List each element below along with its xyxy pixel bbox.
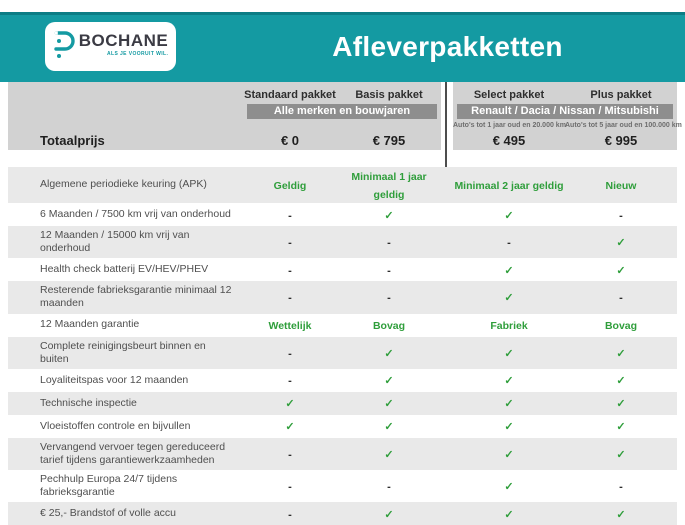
column-header-select: Select pakket — [473, 89, 545, 101]
check-icon: ✓ — [504, 347, 514, 360]
table-row — [8, 314, 677, 337]
check-icon: ✓ — [616, 347, 626, 360]
check-icon: ✓ — [616, 421, 626, 434]
check-icon: ✓ — [504, 375, 514, 388]
check-icon: ✓ — [384, 398, 394, 411]
table-cell — [565, 176, 677, 194]
check-icon: ✓ — [504, 264, 514, 277]
row-label: 12 Maanden / 15000 km vrij van onderhoud — [40, 229, 190, 255]
check-icon: ✓ — [616, 398, 626, 411]
table-cell — [243, 288, 337, 306]
table-row — [8, 226, 677, 258]
table-row — [8, 369, 677, 392]
total-price-plus: € 995 — [604, 133, 638, 148]
table-cell — [337, 206, 441, 224]
dash-icon: - — [619, 209, 623, 222]
check-icon: ✓ — [504, 481, 514, 494]
table-cell — [337, 167, 441, 203]
row-label: Algemene periodieke keuring (APK) — [40, 178, 207, 191]
table-cell — [337, 288, 441, 306]
cell-value: Nieuw — [605, 180, 637, 192]
column-header-plus: Plus pakket — [590, 89, 652, 101]
table-cell — [243, 316, 337, 334]
column-header-basis: Basis pakket — [355, 89, 423, 101]
check-icon: ✓ — [616, 264, 626, 277]
table-cell — [243, 176, 337, 194]
table-cell — [453, 261, 565, 279]
dash-icon: - — [288, 347, 292, 360]
cell-value: Geldig — [273, 180, 307, 192]
check-icon: ✓ — [504, 398, 514, 411]
table-cell — [337, 505, 441, 523]
table-cell — [337, 371, 441, 389]
table-cell — [565, 445, 677, 463]
dash-icon: - — [288, 481, 292, 494]
table-cell — [453, 288, 565, 306]
row-label: Technische inspectie — [40, 396, 137, 409]
row-label: Complete reinigingsbeurt binnen en buiten — [40, 339, 206, 365]
check-icon: ✓ — [384, 448, 394, 461]
dash-icon: - — [619, 292, 623, 305]
note-plus-package: Auto's tot 5 jaar oud en 100.000 km — [565, 121, 682, 129]
row-label: Health check batterij EV/HEV/PHEV — [40, 263, 209, 276]
cell-value: Minimaal 1 jaar geldig — [351, 171, 427, 201]
check-icon: ✓ — [384, 347, 394, 360]
table-cell — [337, 394, 441, 412]
table-cell — [243, 371, 337, 389]
total-price-standaard: € 0 — [280, 133, 300, 148]
dash-icon: - — [619, 481, 623, 494]
cell-value: Bovag — [604, 320, 638, 332]
row-label: 12 Maanden garantie — [40, 318, 140, 331]
table-row — [8, 281, 677, 313]
dash-icon: - — [288, 448, 292, 461]
dash-icon: - — [288, 375, 292, 388]
check-icon: ✓ — [384, 209, 394, 222]
table-cell — [243, 505, 337, 523]
table-cell — [243, 477, 337, 495]
table-row — [8, 167, 677, 203]
check-icon: ✓ — [504, 421, 514, 434]
row-label: Resterende fabrieksgarantie minimaal 12 maanden — [40, 284, 232, 310]
dash-icon: - — [288, 264, 292, 277]
header-band-content — [8, 82, 682, 150]
table-cell — [565, 206, 677, 224]
table-cell — [337, 445, 441, 463]
check-icon: ✓ — [616, 237, 626, 250]
row-label: € 25,- Brandstof of volle accu — [40, 507, 176, 520]
table-row — [8, 392, 677, 415]
table-cell — [243, 445, 337, 463]
header-bar — [0, 12, 685, 82]
check-icon: ✓ — [616, 448, 626, 461]
row-label: Vloeistoffen controle en bijvullen — [40, 419, 191, 432]
dash-icon: - — [387, 292, 391, 305]
table-cell — [453, 371, 565, 389]
cell-value: Wettelijk — [268, 320, 312, 332]
check-icon: ✓ — [285, 398, 295, 411]
table-cell — [453, 316, 565, 334]
table-cell — [243, 261, 337, 279]
page-title: Afleverpakketten — [332, 31, 563, 62]
table-cell — [565, 233, 677, 251]
check-icon: ✓ — [616, 508, 626, 521]
table-row — [8, 337, 677, 369]
cell-value: Minimaal 2 jaar geldig — [454, 180, 564, 192]
dash-icon: - — [288, 508, 292, 521]
table-cell — [565, 394, 677, 412]
total-price-label: Totaalprijs — [40, 133, 105, 148]
dash-icon: - — [387, 264, 391, 277]
table-cell — [243, 206, 337, 224]
dash-icon: - — [288, 292, 292, 305]
brand-name: BOCHANE — [78, 31, 169, 50]
brand-tagline: ALS JE VOORUIT WIL. — [107, 51, 169, 57]
table-cell — [565, 288, 677, 306]
table-cell — [565, 417, 677, 435]
table-cell — [453, 233, 565, 251]
check-icon: ✓ — [384, 375, 394, 388]
table-cell — [453, 505, 565, 523]
check-icon: ✓ — [504, 292, 514, 305]
table-row — [8, 258, 677, 281]
dash-icon: - — [507, 237, 511, 250]
cell-value: Fabriek — [490, 320, 528, 332]
dash-icon: - — [288, 209, 292, 222]
table-cell — [565, 505, 677, 523]
row-label: Loyaliteitspas voor 12 maanden — [40, 373, 189, 386]
table-cell — [243, 344, 337, 362]
check-icon: ✓ — [384, 421, 394, 434]
check-icon: ✓ — [504, 448, 514, 461]
table-row — [8, 203, 677, 226]
table-cell — [337, 344, 441, 362]
table-cell — [243, 233, 337, 251]
table-cell — [565, 477, 677, 495]
table-cell — [453, 417, 565, 435]
column-header-standaard: Standaard pakket — [244, 89, 336, 101]
check-icon: ✓ — [285, 421, 295, 434]
check-icon: ✓ — [616, 375, 626, 388]
table-cell — [337, 261, 441, 279]
table-cell — [243, 394, 337, 412]
table-cell — [565, 344, 677, 362]
bochane-icon — [51, 30, 75, 60]
table-row — [8, 502, 677, 525]
table-row — [8, 438, 677, 470]
table-cell — [453, 445, 565, 463]
check-icon: ✓ — [384, 508, 394, 521]
table-cell — [337, 316, 441, 334]
dash-icon: - — [387, 481, 391, 494]
dash-icon: - — [387, 237, 391, 250]
cell-value: Bovag — [372, 320, 406, 332]
brand-logo — [45, 22, 176, 71]
row-label: Pechhulp Europa 24/7 tijdens fabrieksgarantie — [40, 473, 178, 499]
total-price-select: € 495 — [492, 133, 526, 148]
table-cell — [565, 316, 677, 334]
check-icon: ✓ — [504, 209, 514, 222]
table-cell — [565, 371, 677, 389]
total-price-basis: € 795 — [372, 133, 406, 148]
check-icon: ✓ — [504, 508, 514, 521]
table-cell — [337, 477, 441, 495]
feature-rows — [8, 167, 677, 525]
table-cell — [337, 417, 441, 435]
table-cell — [453, 344, 565, 362]
row-label: 6 Maanden / 7500 km vrij van onderhoud — [40, 207, 231, 220]
table-cell — [453, 206, 565, 224]
table-row — [8, 470, 677, 502]
group-badge-all-brands: Alle merken en bouwjaren — [247, 104, 437, 119]
table-cell — [565, 261, 677, 279]
table-cell — [337, 233, 441, 251]
brand-text — [79, 32, 168, 57]
note-select-package: Auto's tot 1 jaar oud en 20.000 km — [453, 121, 566, 129]
dash-icon: - — [288, 237, 292, 250]
table-cell — [243, 417, 337, 435]
table-cell — [453, 394, 565, 412]
table-cell — [453, 477, 565, 495]
row-label: Vervangend vervoer tegen gereduceerd tarief tijdens garantiewerkzaamheden — [40, 440, 226, 466]
table-row — [8, 415, 677, 438]
group-badge-brands: Renault / Dacia / Nissan / Mitsubishi — [457, 104, 673, 119]
table-cell — [453, 176, 565, 194]
